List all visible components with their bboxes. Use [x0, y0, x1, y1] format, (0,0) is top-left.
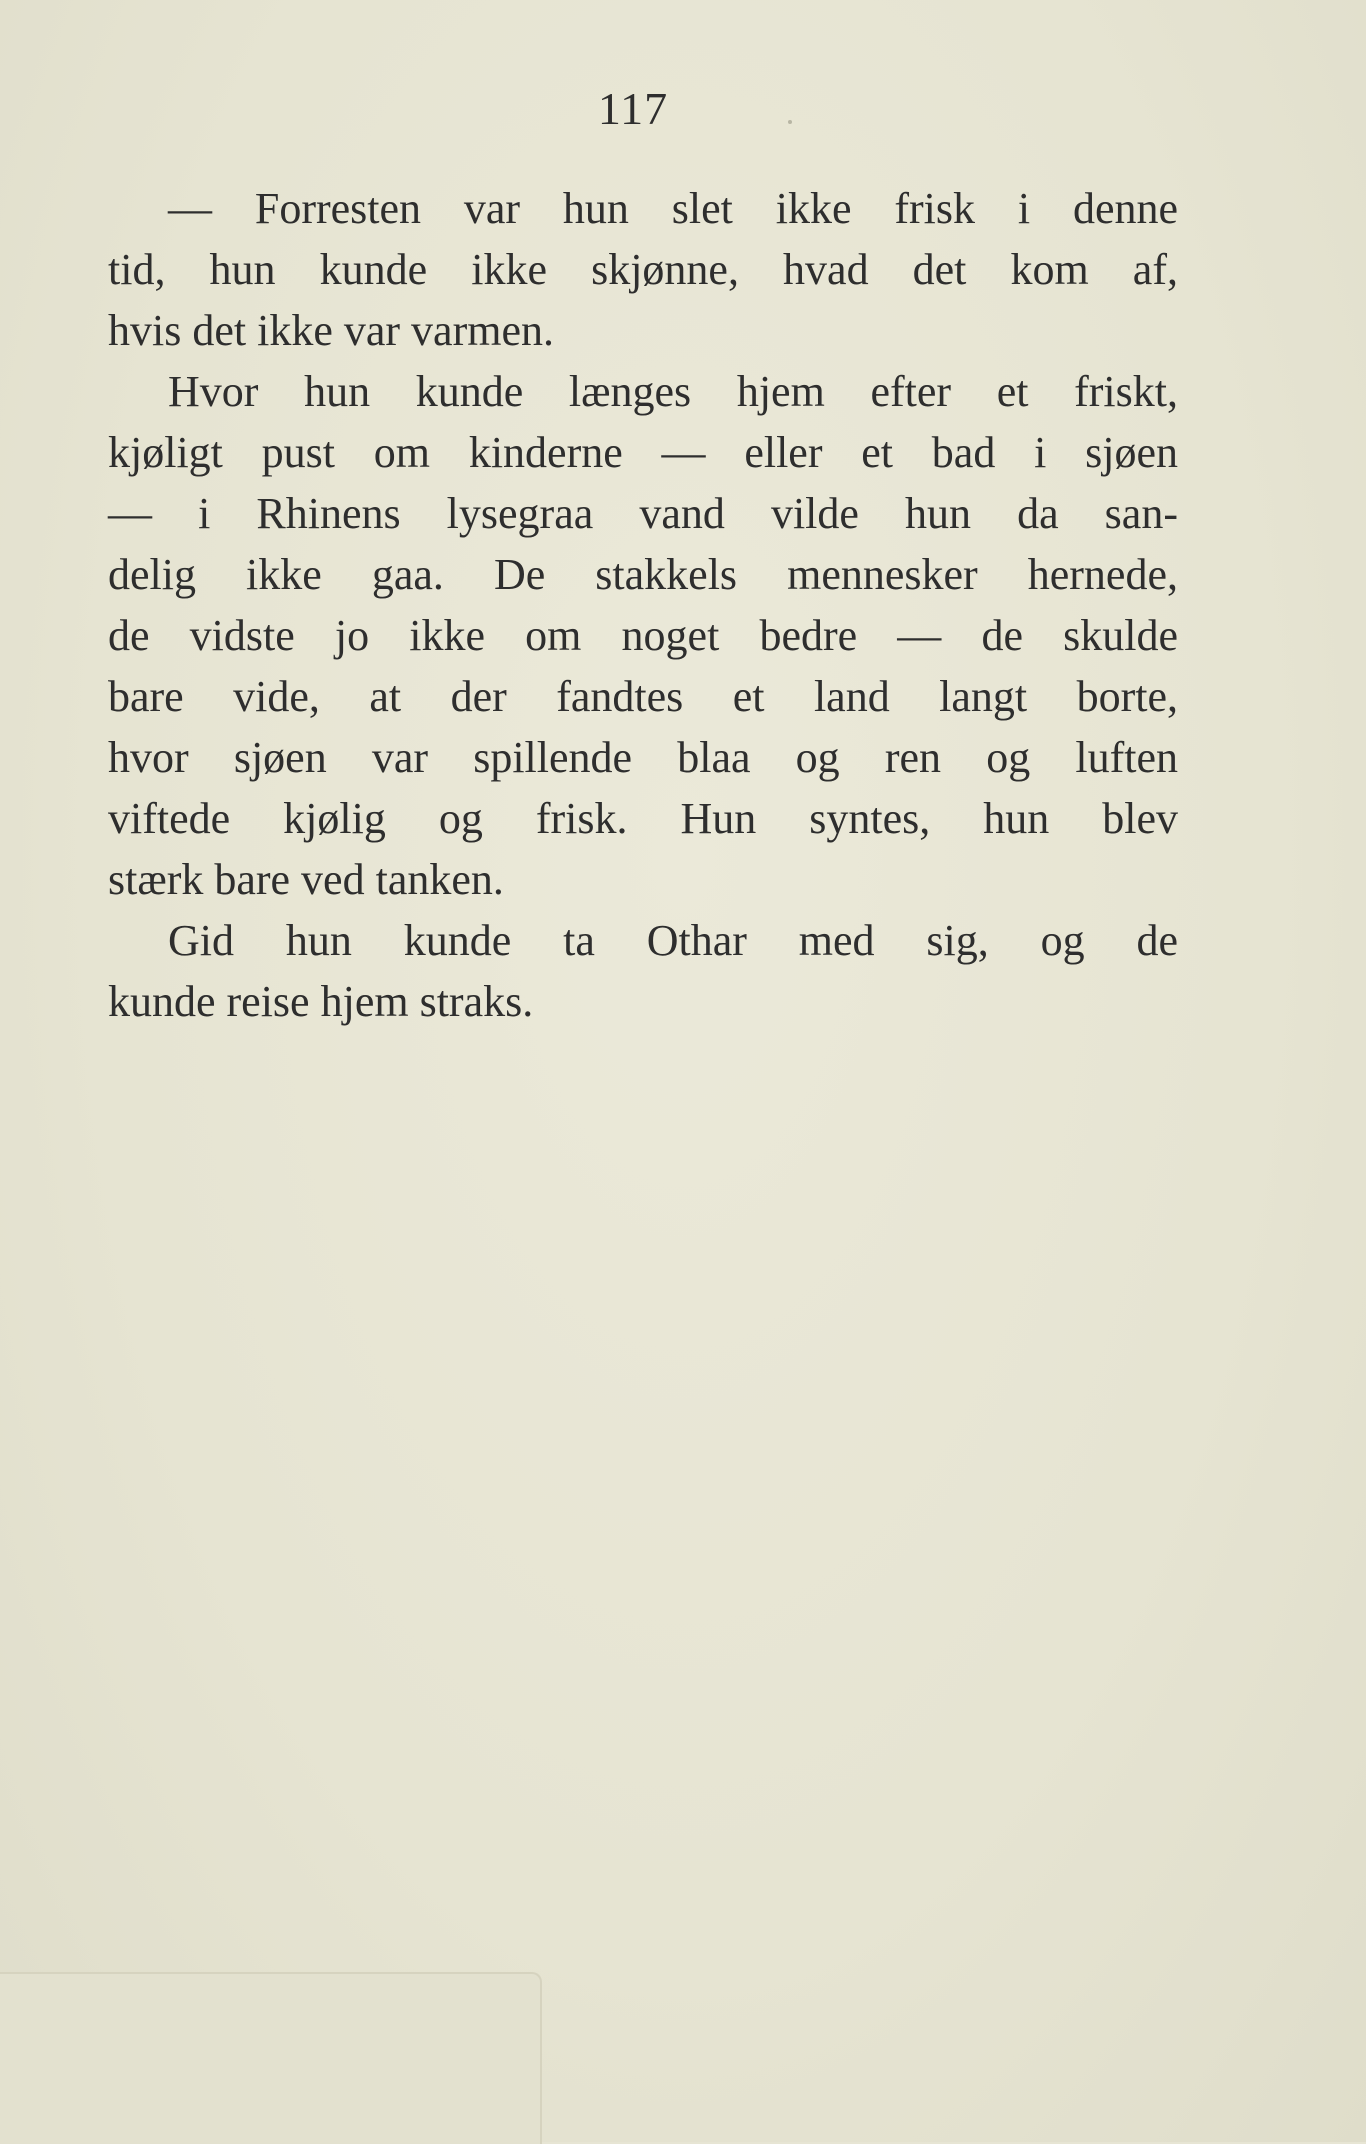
- text-line: — Forresten var hun slet ikke frisk i denne: [168, 184, 1178, 233]
- text-line: kunde reise hjem straks.: [108, 977, 534, 1026]
- body-text: [108, 178, 1178, 1032]
- text-line: delig ikke gaa. De stakkels mennesker hernede,: [108, 550, 1178, 599]
- text-line: Hvor hun kunde længes hjem efter et friskt,: [168, 367, 1178, 416]
- text-line: stærk bare ved tanken.: [108, 855, 504, 904]
- text-line: hvis det ikke var varmen.: [108, 306, 554, 355]
- text-line: kjøligt pust om kinderne — eller et bad i sjøen: [108, 428, 1178, 477]
- text-line: de vidste jo ikke om noget bedre — de skulde: [108, 611, 1178, 660]
- text-line: hvor sjøen var spillende blaa og ren og luften: [108, 733, 1178, 782]
- paper-fold-mark: [0, 1972, 542, 2144]
- text-line: bare vide, at der fandtes et land langt borte,: [108, 672, 1178, 721]
- text-line: tid, hun kunde ikke skjønne, hvad det kom af,: [108, 245, 1178, 294]
- text-line: Gid hun kunde ta Othar med sig, og de: [168, 916, 1178, 965]
- page-number: 117: [597, 83, 669, 134]
- text-line: viftede kjølig og frisk. Hun syntes, hun blev: [108, 794, 1178, 843]
- text-line: — i Rhinens lysegraa vand vilde hun da san-: [108, 489, 1178, 538]
